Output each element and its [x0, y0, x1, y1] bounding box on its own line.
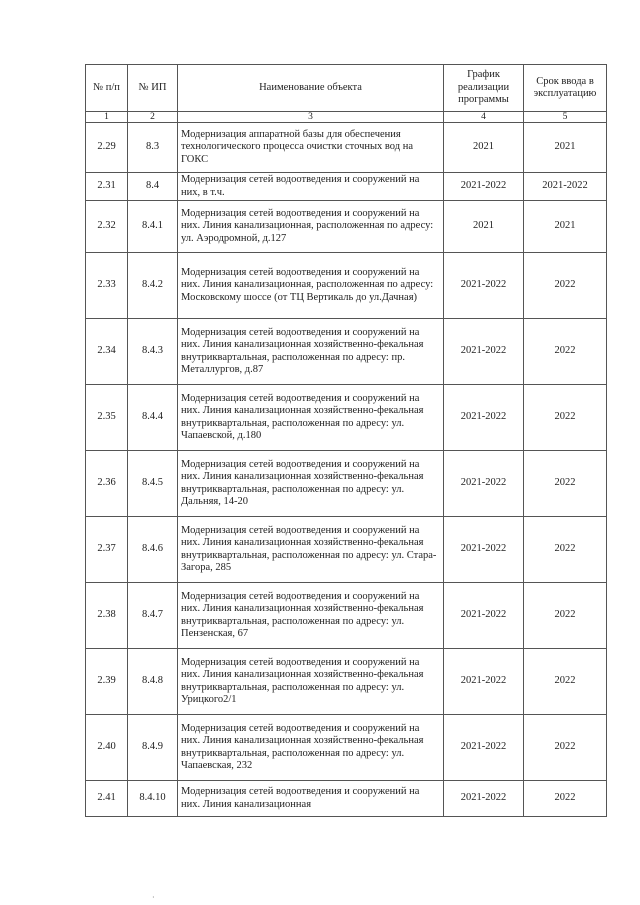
ip-number-cell: 8.4.7: [128, 583, 178, 649]
header-commissioning-term: Срок ввода в эксплуатацию: [524, 65, 607, 112]
ip-number-cell: 8.4: [128, 173, 178, 201]
row-number-cell: 2.41: [86, 781, 128, 817]
table-row: [86, 517, 607, 583]
row-number-cell: 2.31: [86, 173, 128, 201]
ip-number-cell: 8.4.6: [128, 517, 178, 583]
schedule-cell: 2021-2022: [444, 451, 524, 517]
row-number-cell: 2.37: [86, 517, 128, 583]
schedule-cell: 2021-2022: [444, 385, 524, 451]
ip-number-cell: 8.4.1: [128, 201, 178, 253]
schedule-cell: 2021-2022: [444, 253, 524, 319]
schedule-cell: 2021-2022: [444, 715, 524, 781]
table-row: [86, 649, 607, 715]
object-name-cell: Модернизация сетей водоотведения и сооружений на них. Линия канализационная хозяйственно-фекальная внутриквартальная, расположенная по адресу: ул. Чапаевской, д.180: [178, 385, 444, 451]
object-name-cell: Модернизация сетей водоотведения и сооружений на них. Линия канализационная хозяйственно-фекальная внутриквартальная, расположенная по адресу: ул. Чапаевская, 232: [178, 715, 444, 781]
table-row: [86, 201, 607, 253]
table-body: [86, 65, 607, 817]
column-number: 2: [128, 112, 178, 123]
row-number-cell: 2.36: [86, 451, 128, 517]
commissioning-term-cell: 2022: [524, 583, 607, 649]
row-number-cell: 2.38: [86, 583, 128, 649]
row-number-cell: 2.32: [86, 201, 128, 253]
commissioning-term-cell: 2022: [524, 781, 607, 817]
row-number-cell: 2.29: [86, 123, 128, 173]
ip-number-cell: 8.4.3: [128, 319, 178, 385]
table-row: [86, 319, 607, 385]
row-number-cell: 2.40: [86, 715, 128, 781]
table-row: [86, 123, 607, 173]
object-name-cell: Модернизация сетей водоотведения и сооружений на них. Линия канализационная хозяйственно-фекальная внутриквартальная, расположенная по адресу: ул. Дальняя, 14-20: [178, 451, 444, 517]
schedule-cell: 2021-2022: [444, 649, 524, 715]
table-row: [86, 583, 607, 649]
column-number: 4: [444, 112, 524, 123]
ip-number-cell: 8.4.2: [128, 253, 178, 319]
schedule-cell: 2021-2022: [444, 583, 524, 649]
table-row: [86, 781, 607, 817]
row-number-cell: 2.34: [86, 319, 128, 385]
commissioning-term-cell: 2022: [524, 319, 607, 385]
commissioning-term-cell: 2021: [524, 123, 607, 173]
column-number: 3: [178, 112, 444, 123]
object-name-cell: Модернизация сетей водоотведения и сооружений на них. Линия канализационная: [178, 781, 444, 817]
object-name-cell: Модернизация сетей водоотведения и сооружений на них. Линия канализационная хозяйственно-фекальная внутриквартальная, расположенная по адресу: ул. Стара-Загора, 285: [178, 517, 444, 583]
header-object-name: Наименование объекта: [178, 65, 444, 112]
object-name-cell: Модернизация сетей водоотведения и сооружений на них. Линия канализационная хозяйственно-фекальная внутриквартальная, расположенная по адресу: ул. Урицкого2/1: [178, 649, 444, 715]
row-number-cell: 2.33: [86, 253, 128, 319]
commissioning-term-cell: 2022: [524, 517, 607, 583]
commissioning-term-cell: 2022: [524, 253, 607, 319]
ip-number-cell: 8.4.10: [128, 781, 178, 817]
ip-number-cell: 8.4.5: [128, 451, 178, 517]
object-name-cell: Модернизация аппаратной базы для обеспечения технологического процесса очистки сточных вод на ГОКС: [178, 123, 444, 173]
column-numbers-row: [86, 112, 607, 123]
commissioning-term-cell: 2022: [524, 715, 607, 781]
commissioning-term-cell: 2022: [524, 451, 607, 517]
commissioning-term-cell: 2021-2022: [524, 173, 607, 201]
schedule-cell: 2021: [444, 201, 524, 253]
table-row: [86, 715, 607, 781]
object-name-cell: Модернизация сетей водоотведения и сооружений на них, в т.ч.: [178, 173, 444, 201]
header-schedule: График реализации программы: [444, 65, 524, 112]
schedule-cell: 2021: [444, 123, 524, 173]
object-name-cell: Модернизация сетей водоотведения и сооружений на них. Линия канализационная, расположенная по адресу: ул. Аэродромной, д.127: [178, 201, 444, 253]
header-ip-number: № ИП: [128, 65, 178, 112]
ip-number-cell: 8.4.9: [128, 715, 178, 781]
column-number: 5: [524, 112, 607, 123]
commissioning-term-cell: 2021: [524, 201, 607, 253]
schedule-cell: 2021-2022: [444, 781, 524, 817]
object-name-cell: Модернизация сетей водоотведения и сооружений на них. Линия канализационная, расположенная по адресу: Московскому шоссе (от ТЦ Вертикаль до ул.Дачная): [178, 253, 444, 319]
column-number: 1: [86, 112, 128, 123]
ip-number-cell: 8.4.8: [128, 649, 178, 715]
row-number-cell: 2.35: [86, 385, 128, 451]
commissioning-term-cell: 2022: [524, 385, 607, 451]
table-row: [86, 173, 607, 201]
object-name-cell: Модернизация сетей водоотведения и сооружений на них. Линия канализационная хозяйственно-фекальная внутриквартальная, расположенная по адресу: ул. Пензенская, 67: [178, 583, 444, 649]
commissioning-term-cell: 2022: [524, 649, 607, 715]
schedule-cell: 2021-2022: [444, 173, 524, 201]
ip-number-cell: 8.3: [128, 123, 178, 173]
ip-number-cell: 8.4.4: [128, 385, 178, 451]
table-header-row: [86, 65, 607, 112]
object-name-cell: Модернизация сетей водоотведения и сооружений на них. Линия канализационная хозяйственно-фекальная внутриквартальная, расположенная по адресу: пр. Металлургов, д.87: [178, 319, 444, 385]
investment-program-table: [85, 64, 607, 817]
table-row: [86, 253, 607, 319]
table-row: [86, 385, 607, 451]
header-row-number: № п/п: [86, 65, 128, 112]
schedule-cell: 2021-2022: [444, 517, 524, 583]
row-number-cell: 2.39: [86, 649, 128, 715]
table-row: [86, 451, 607, 517]
schedule-cell: 2021-2022: [444, 319, 524, 385]
page-footer-mark: ·: [152, 893, 155, 902]
